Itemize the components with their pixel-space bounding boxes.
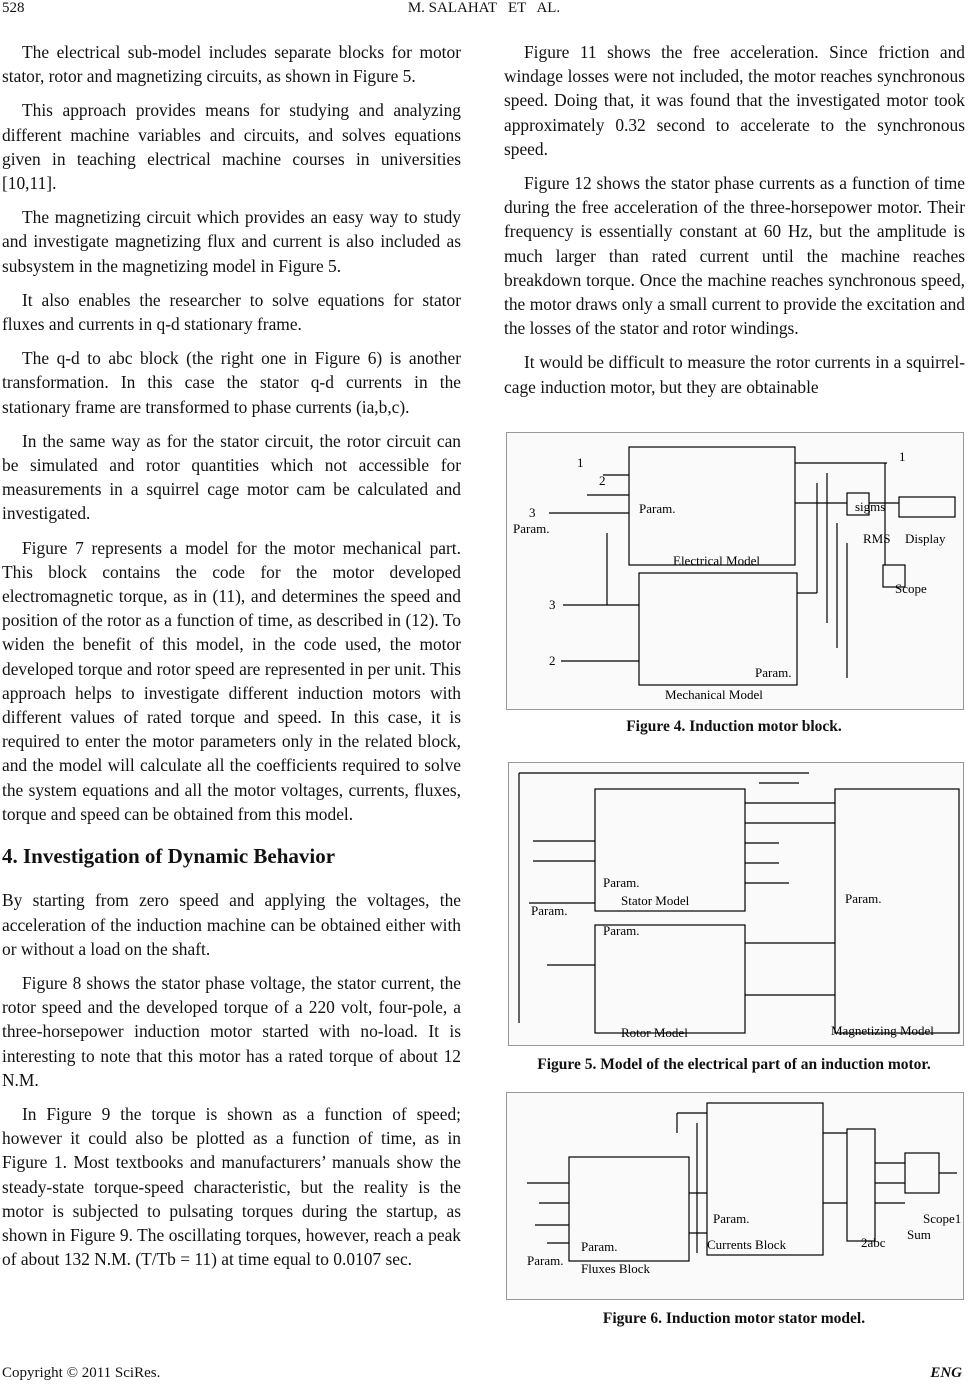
param-label: Param. — [755, 665, 792, 680]
left-paragraph: In the same way as for the stator circuit, the rotor circuit can be simulated and rotor quantities which not accessible for measurements in a squirrel cage motor cam be calculated and investigated. — [2, 430, 461, 524]
port-label: 1 — [577, 455, 584, 470]
port-label: 2 — [549, 653, 556, 668]
left-paragraph: The q-d to abc block (the right one in Figure 6) is another transformation. In this case the stator q-d currents in the stationary frame are transformed to phase currents (ia,b,c). — [2, 348, 461, 417]
stator-model-label: Stator Model — [621, 893, 690, 908]
scope-label: Scope — [895, 581, 927, 596]
fluxes-block-label: Fluxes Block — [581, 1261, 650, 1276]
mechanical-model-label: Mechanical Model — [665, 687, 763, 702]
left-paragraph: In Figure 9 the torque is shown as a function of speed; however it could also be plotted as a function of time, as in Figure 1. Most textbooks and manufacturers’ manuals show the steady-state torque-speed characteristic, but the reality is the motor is subjected to pulsating torques during the startup, as shown in Figure 9. The oscillating torques, however, reach a peak of about 132 N.M. (T/Tb = 11) at time equal to 0.0107 sec. — [2, 1103, 461, 1270]
left-paragraph: By starting from zero speed and applying the voltages, the acceleration of the induction machine can be obtained either with or without a load on the shaft. — [2, 890, 461, 959]
q-d-to-abc-block — [847, 1129, 875, 1241]
left-column — [2, 40, 461, 1281]
param-label: Param. — [845, 891, 882, 906]
rotor-model-block — [595, 925, 745, 1033]
journal-abbreviation: ENG — [930, 1365, 962, 1381]
left-paragraph: This approach provides means for studying and analyzing different machine variables and circuits, and solves equations given in teaching electrical machine courses in universities [10,11]. — [2, 100, 461, 194]
port-label: 3 — [549, 597, 556, 612]
param-label: Param. — [527, 1253, 564, 1268]
left-paragraph: Figure 7 represents a model for the motor mechanical part. This block contains the code for the motor developed electromagnetic torque, as in (11), and determines the speed and position of the rotor as a function of time, as described in (12). To widen the benefit of this model, in the code used, the motor developed torque and rotor speed are represented in per unit. This approach helps to investigate different induction motors with different values of rated torque and speed. In this case, it is required to enter the motor parameters only in the related block, and the model will calculate all the coefficients required to solve the system equations and all the motor voltages, currents, fluxes, torque and speed can be obtained from this model. — [2, 537, 461, 824]
rms-label: RMS — [863, 531, 891, 546]
port-label: 3 — [529, 505, 536, 520]
param-label: Param. — [603, 875, 640, 890]
running-title: M. SALAHAT ET AL. — [407, 0, 561, 16]
left-paragraph: It also enables the researcher to solve equations for stator fluxes and currents in q-d stationary frame. — [2, 289, 461, 335]
page-number: 528 — [2, 0, 25, 16]
param-label: Param. — [603, 923, 640, 938]
display-label: Display — [905, 531, 946, 546]
magnetizing-model-block — [835, 789, 959, 1033]
right-paragraph: Figure 12 shows the stator phase currents as a function of time during the free acceleration of the three-horsepower motor. Their frequency is essentially constant at 60 Hz, but the amplitude is much larger than rated current until the machine reaches breakdown torque. Once the machine reaches synchronous speed, the motor draws only a small current to provide the excitation and the losses of the stator and rotor windings. — [504, 173, 965, 339]
port-label: 2 — [599, 473, 606, 488]
left-paragraph: The electrical sub-model includes separate blocks for motor stator, rotor and magnetizing circuits, as shown in Figure 5. — [2, 42, 461, 87]
scope1-block — [905, 1153, 939, 1193]
figure-6-caption: Figure 6. Induction motor stator model. — [602, 1310, 866, 1327]
electrical-model-label: Electrical Model — [673, 553, 760, 568]
copyright-footer: Copyright © 2011 SciRes. — [2, 1365, 161, 1381]
figure-6-diagram — [506, 1092, 964, 1300]
magnetizing-model-label: Magnetizing Model — [831, 1023, 934, 1038]
figure-4-caption: Figure 4. Induction motor block. — [626, 718, 842, 735]
sum-label: Sum — [907, 1227, 931, 1242]
left-paragraph: The magnetizing circuit which provides an easy way to study and investigate magnetizing flux and current is also included as subsystem in the magnetizing model in Figure 5. — [2, 207, 461, 276]
param-label: Param. — [713, 1211, 750, 1226]
scope1-label: Scope1 — [923, 1211, 962, 1226]
port-label: 1 — [899, 449, 906, 464]
currents-block — [707, 1103, 823, 1255]
right-column — [504, 40, 965, 409]
rotor-model-label: Rotor Model — [621, 1025, 688, 1040]
figure-4-diagram — [506, 432, 964, 710]
left-paragraph: Figure 8 shows the stator phase voltage, the stator current, the rotor speed and the developed torque of a 220 volt, four-pole, a three-horsepower induction motor started with no-load. It is interesting to note that this motor has a rated torque of about 12 N.M. — [2, 972, 461, 1090]
figure-5-caption: Figure 5. Model of the electrical part of an induction motor. — [537, 1056, 931, 1073]
param-label: Param. — [581, 1239, 618, 1254]
abc-label: 2abc — [861, 1235, 886, 1250]
right-paragraph: Figure 11 shows the free acceleration. Since friction and windage losses were not included, the motor reaches synchronous speed. Doing that, it was found that the investigated motor took approximately 0.32 second to accelerate to the synchronous speed. — [504, 42, 965, 159]
right-paragraph: It would be difficult to measure the rotor currents in a squirrel-cage induction motor, but they are obtainable — [504, 352, 965, 397]
param-label: Param. — [513, 521, 550, 536]
param-label: Param. — [639, 501, 676, 516]
sigms-label: sigms — [855, 499, 886, 514]
currents-block-label: Currents Block — [707, 1237, 787, 1252]
figure-5-diagram — [508, 762, 964, 1046]
section-heading: 4. Investigation of Dynamic Behavior — [2, 844, 336, 869]
param-label: Param. — [531, 903, 568, 918]
